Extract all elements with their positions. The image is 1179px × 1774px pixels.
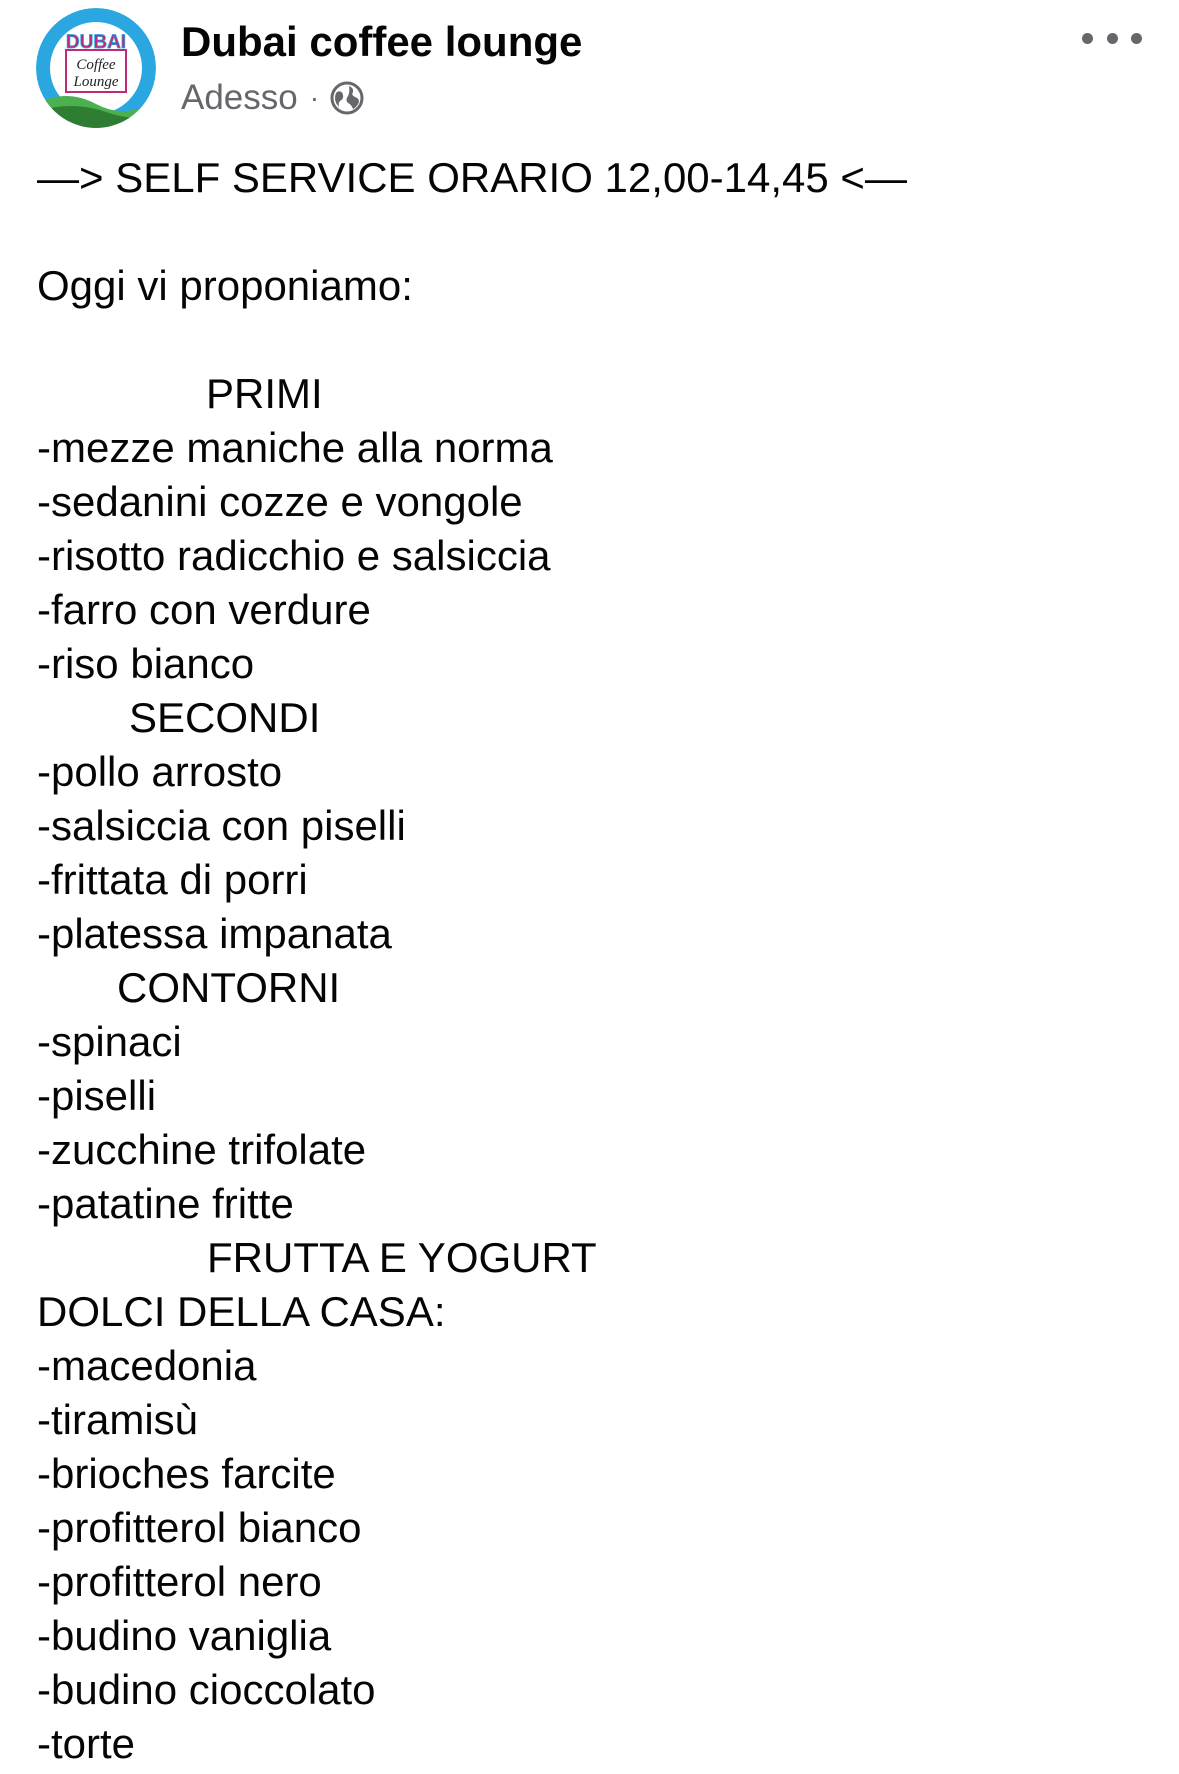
menu-item: -salsiccia con piselli	[37, 802, 406, 849]
post-intro: Oggi vi proponiamo:	[37, 262, 413, 309]
post-text	[37, 151, 1147, 1771]
menu-item: -piselli	[37, 1072, 157, 1119]
menu-item: -patatine fritte	[37, 1180, 294, 1227]
post-meta	[181, 76, 365, 120]
section-heading-secondi: SECONDI	[129, 694, 321, 741]
page-avatar[interactable]	[36, 8, 156, 128]
section-heading-primi: PRIMI	[206, 370, 323, 417]
section-heading-frutta-yogurt: FRUTTA E YOGURT	[207, 1234, 597, 1281]
menu-item: -zucchine trifolate	[37, 1126, 367, 1173]
menu-item: -sedanini cozze e vongole	[37, 478, 523, 525]
menu-item: -macedonia	[37, 1342, 257, 1389]
menu-item: -risotto radicchio e salsiccia	[37, 532, 551, 579]
menu-item: -platessa impanata	[37, 910, 392, 957]
menu-item: -budino vaniglia	[37, 1612, 332, 1659]
menu-item: -profitterol nero	[37, 1558, 322, 1605]
section-heading-contorni: CONTORNI	[117, 964, 341, 1011]
menu-item: -budino cioccolato	[37, 1666, 376, 1713]
post-header	[0, 0, 1179, 140]
svg-text:DUBAI: DUBAI	[65, 32, 127, 53]
menu-item: -riso bianco	[37, 640, 255, 687]
more-options-button[interactable]	[1082, 18, 1142, 58]
menu-item: -brioches farcite	[37, 1450, 336, 1497]
dubai-coffee-lounge-logo	[36, 8, 156, 128]
page-name-link[interactable]: Dubai coffee lounge	[181, 18, 583, 65]
blank-line	[37, 313, 1147, 367]
menu-item: -tiramisù	[37, 1396, 199, 1443]
svg-text:Coffee: Coffee	[76, 57, 116, 73]
menu-item: -frittata di porri	[37, 856, 308, 903]
meta-separator: ·	[309, 82, 320, 113]
menu-item: -spinaci	[37, 1018, 182, 1065]
menu-item: -torte	[37, 1720, 136, 1767]
post-headline: —> SELF SERVICE ORARIO 12,00-14,45 <—	[37, 154, 907, 201]
svg-text:Lounge: Lounge	[73, 74, 119, 90]
menu-item: -farro con verdure	[37, 586, 371, 633]
post-timestamp[interactable]: Adesso	[181, 78, 298, 117]
section-heading-dolci: DOLCI DELLA CASA:	[37, 1288, 446, 1335]
menu-item: -pollo arrosto	[37, 748, 283, 795]
menu-item: -profitterol bianco	[37, 1504, 362, 1551]
globe-icon[interactable]	[329, 80, 365, 116]
more-dot-icon	[1107, 33, 1118, 44]
menu-item: -mezze maniche alla norma	[37, 424, 553, 471]
more-dot-icon	[1082, 33, 1093, 44]
more-dot-icon	[1131, 33, 1142, 44]
blank-line	[37, 205, 1147, 259]
